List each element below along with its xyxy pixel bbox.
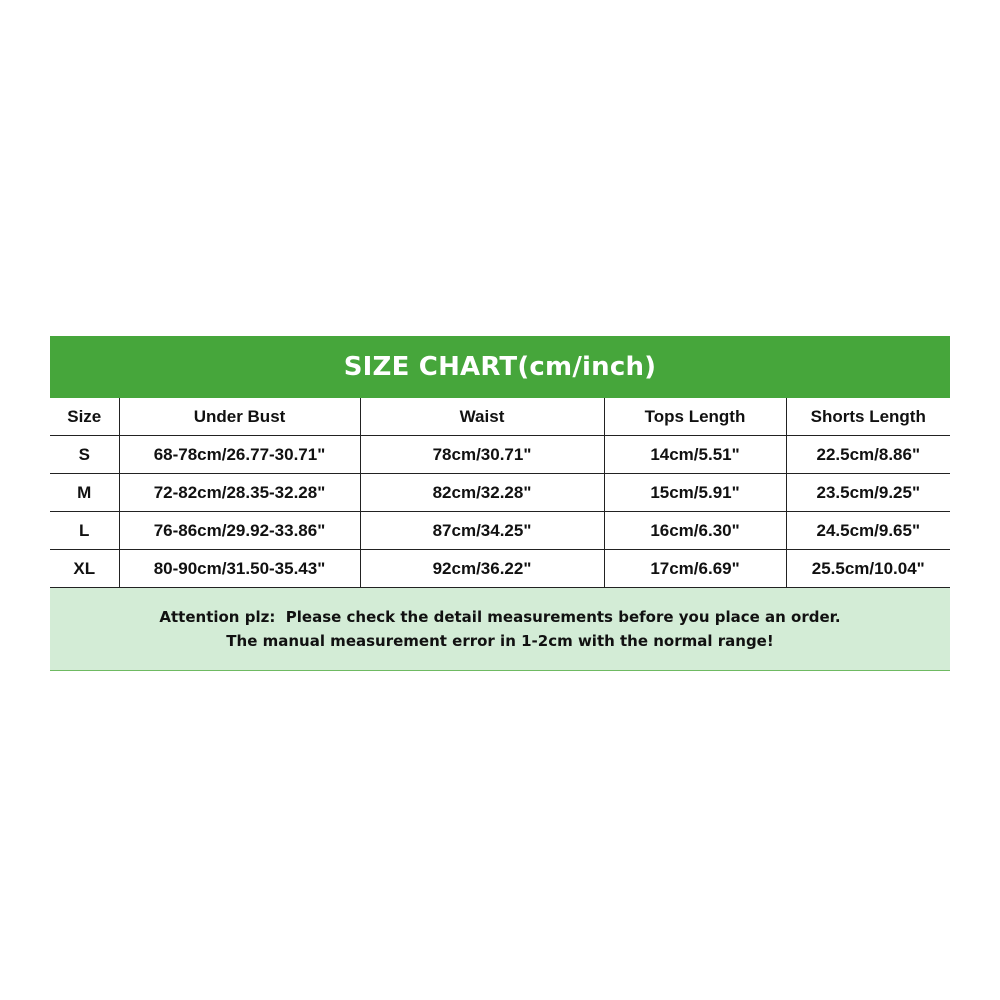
table-row: [50, 474, 950, 512]
column-header-size: Size: [50, 398, 119, 436]
attention-note: [50, 588, 950, 671]
tops-length-cell: 16cm/6.30": [604, 512, 786, 550]
size-table: [50, 398, 950, 588]
size-cell: L: [50, 512, 119, 550]
under-bust-cell: 68-78cm/26.77-30.71": [119, 436, 360, 474]
column-header-tops-length: Tops Length: [604, 398, 786, 436]
shorts-length-cell: 22.5cm/8.86": [786, 436, 950, 474]
size-chart: [50, 336, 950, 671]
attention-note-line-1: Attention plz: Please check the detail measurements before you place an order.: [159, 608, 841, 626]
table-row: [50, 550, 950, 588]
under-bust-cell: 76-86cm/29.92-33.86": [119, 512, 360, 550]
attention-note-line-2: The manual measurement error in 1-2cm with the normal range!: [226, 632, 774, 650]
tops-length-cell: 15cm/5.91": [604, 474, 786, 512]
waist-cell: 82cm/32.28": [360, 474, 604, 512]
size-chart-title-bar: [50, 336, 950, 398]
column-header-shorts-length: Shorts Length: [786, 398, 950, 436]
size-cell: S: [50, 436, 119, 474]
shorts-length-cell: 24.5cm/9.65": [786, 512, 950, 550]
under-bust-cell: 72-82cm/28.35-32.28": [119, 474, 360, 512]
tops-length-cell: 17cm/6.69": [604, 550, 786, 588]
shorts-length-cell: 25.5cm/10.04": [786, 550, 950, 588]
size-chart-title: SIZE CHART(cm/inch): [343, 352, 657, 382]
table-header-row: [50, 398, 950, 436]
waist-cell: 78cm/30.71": [360, 436, 604, 474]
table-row: [50, 512, 950, 550]
column-header-under-bust: Under Bust: [119, 398, 360, 436]
size-cell: XL: [50, 550, 119, 588]
tops-length-cell: 14cm/5.51": [604, 436, 786, 474]
under-bust-cell: 80-90cm/31.50-35.43": [119, 550, 360, 588]
table-row: [50, 436, 950, 474]
size-cell: M: [50, 474, 119, 512]
shorts-length-cell: 23.5cm/9.25": [786, 474, 950, 512]
column-header-waist: Waist: [360, 398, 604, 436]
waist-cell: 92cm/36.22": [360, 550, 604, 588]
waist-cell: 87cm/34.25": [360, 512, 604, 550]
